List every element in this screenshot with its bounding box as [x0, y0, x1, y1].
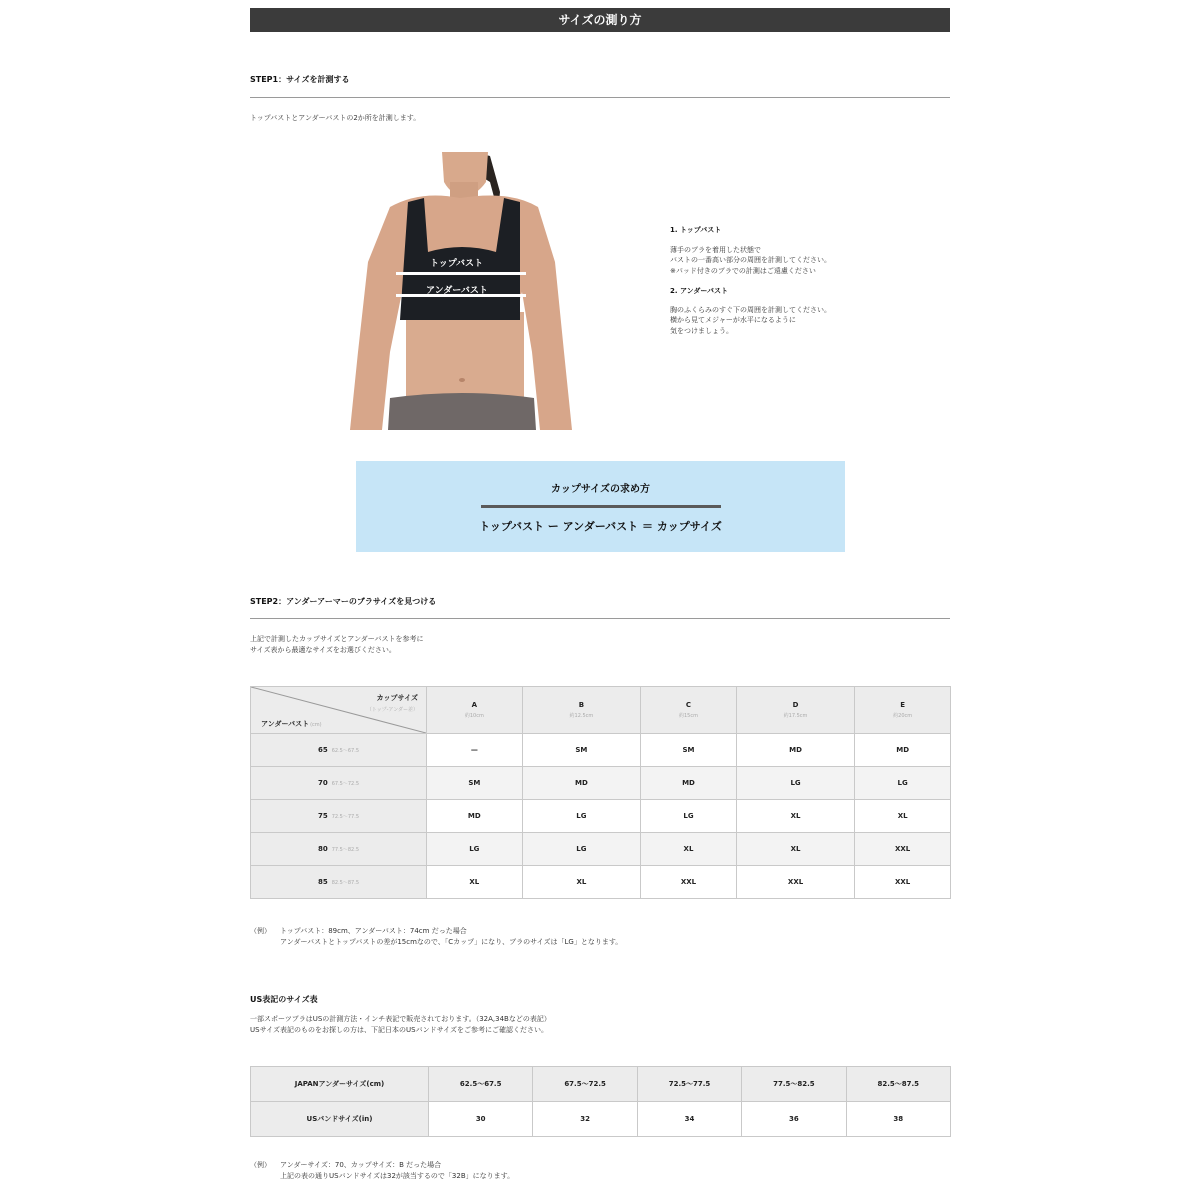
size-cell: XXL: [641, 866, 737, 899]
table-row: [251, 734, 951, 767]
size-cell: SM: [427, 767, 523, 800]
size-cell: XXL: [736, 866, 855, 899]
example2-line: 上記の表の通りUSバンドサイズは32が該当するので「32B」になります。: [280, 1172, 515, 1180]
size-cell: LG: [427, 833, 523, 866]
example2-text: [280, 1160, 514, 1182]
divider: [250, 97, 950, 98]
under-size-cell: 80 77.5〜82.5: [251, 833, 427, 866]
table-row: [251, 866, 951, 899]
size-cell: MD: [855, 734, 951, 767]
under-bust-line: 気をつけましょう。: [670, 326, 733, 335]
step2-title: STEP2：アンダーアーマーのブラサイズを見つける: [250, 597, 437, 606]
size-cell: SM: [641, 734, 737, 767]
under-size-cell: 65 62.5〜67.5: [251, 734, 427, 767]
step2-text: [250, 634, 423, 656]
us-band-header: USバンドサイズ(in): [251, 1102, 429, 1137]
cup-formula: トップバスト ー アンダーバスト ＝ カップサイズ: [479, 520, 722, 533]
table-corner-cell: [251, 687, 427, 734]
size-cell: —: [427, 734, 523, 767]
photo-label-top: トップバスト: [430, 259, 484, 269]
size-cell: MD: [736, 734, 855, 767]
japan-under-header: JAPANアンダーサイズ(cm): [251, 1067, 429, 1102]
size-cell: XL: [736, 800, 855, 833]
example2-line: アンダーサイズ：70、カップサイズ：B だった場合: [280, 1161, 442, 1169]
us-band-cell: 32: [533, 1102, 637, 1137]
top-bust-heading: 1. トップバスト: [670, 226, 722, 234]
size-cell: XL: [522, 866, 641, 899]
step1-title: STEP1：サイズを計測する: [250, 75, 350, 84]
size-cell: LG: [522, 800, 641, 833]
top-bust-line: 薄手のブラを着用した状態で: [670, 245, 761, 254]
corner-cup-label: カップサイズ （トップ-アンダー差）: [366, 694, 418, 713]
cup-header-b: B 約12.5cm: [522, 687, 641, 734]
under-size-cell: 75 72.5〜77.5: [251, 800, 427, 833]
size-cell: LG: [522, 833, 641, 866]
table-row: [251, 800, 951, 833]
step2-line: 上記で計測したカップサイズとアンダーバストを参考に: [250, 635, 424, 643]
page-header: サイズの測り方: [250, 8, 950, 32]
cup-header-d: D 約17.5cm: [736, 687, 855, 734]
us-section-title: US表記のサイズ表: [250, 995, 318, 1004]
under-size-cell: 85 82.5〜87.5: [251, 866, 427, 899]
size-cell: XL: [427, 866, 523, 899]
japan-under-cell: 77.5〜82.5: [742, 1067, 846, 1102]
cup-formula-box: [356, 461, 845, 552]
table-header-row: [251, 687, 951, 734]
size-cell: XL: [641, 833, 737, 866]
us-size-table: [250, 1066, 951, 1137]
example2-label: （例）: [250, 1161, 271, 1169]
divider: [250, 618, 950, 619]
size-cell: SM: [522, 734, 641, 767]
us-line: USサイズ表記のものをお探しの方は、下記日本のUSバンドサイズをご参考にご確認ください。: [250, 1026, 549, 1034]
us-band-cell: 36: [742, 1102, 846, 1137]
under-bust-line: 胸のふくらみのすぐ下の周囲を計測してください。: [670, 305, 831, 314]
under-bust-line: 横から見てメジャーが水平になるように: [670, 316, 796, 324]
under-size-cell: 70 67.5〜72.5: [251, 767, 427, 800]
example1-line: アンダーバストとトップバストの差が15cmなので、「Cカップ」になり、ブラのサイズは「LG」となります。: [280, 938, 623, 946]
cup-header-c: C 約15cm: [641, 687, 737, 734]
size-cell: XL: [736, 833, 855, 866]
top-bust-line: ※パッド付きのブラでの計測はご遠慮ください: [670, 266, 816, 275]
size-cell: MD: [641, 767, 737, 800]
us-line: 一部スポーツブラはUSの計測方法・インチ表記で販売されております。（32A,34Bなどの表記）: [250, 1015, 551, 1023]
size-cell: XL: [855, 800, 951, 833]
size-cell: XXL: [855, 866, 951, 899]
measure-instructions: [670, 225, 940, 336]
japan-under-cell: 62.5〜67.5: [429, 1067, 533, 1102]
photo-label-under: アンダーバスト: [426, 286, 488, 296]
cup-header-a: A 約10cm: [427, 687, 523, 734]
example1-label: （例）: [250, 927, 271, 935]
step1-intro: トップバストとアンダーバストの2か所を計測します。: [250, 114, 421, 122]
table-row: [251, 1102, 951, 1137]
size-cell: MD: [427, 800, 523, 833]
japan-under-cell: 82.5〜87.5: [846, 1067, 950, 1102]
japan-under-cell: 67.5〜72.5: [533, 1067, 637, 1102]
us-band-cell: 38: [846, 1102, 950, 1137]
size-cell: LG: [641, 800, 737, 833]
top-bust-line: バストの一番高い部分の周囲を計測してください。: [670, 256, 831, 264]
us-section-text: [250, 1014, 551, 1036]
size-cell: LG: [736, 767, 855, 800]
table-row: [251, 767, 951, 800]
japan-under-cell: 72.5〜77.5: [637, 1067, 741, 1102]
size-cell: XXL: [855, 833, 951, 866]
table-row: [251, 1067, 951, 1102]
corner-under-label: アンダーバスト(cm): [261, 720, 322, 728]
step2-line: サイズ表から最適なサイズをお選びください。: [250, 646, 396, 654]
table-row: [251, 833, 951, 866]
us-band-cell: 34: [637, 1102, 741, 1137]
cup-header-e: E 約20cm: [855, 687, 951, 734]
cup-formula-title: カップサイズの求め方: [550, 484, 651, 495]
size-cell: LG: [855, 767, 951, 800]
us-band-cell: 30: [429, 1102, 533, 1137]
divider: [481, 505, 721, 508]
example1-line: トップバスト：89cm、アンダーバスト：74cm だった場合: [280, 927, 467, 935]
example1-text: [280, 926, 622, 948]
size-cell: MD: [522, 767, 641, 800]
under-bust-heading: 2. アンダーバスト: [670, 287, 729, 295]
size-table: [250, 686, 951, 899]
